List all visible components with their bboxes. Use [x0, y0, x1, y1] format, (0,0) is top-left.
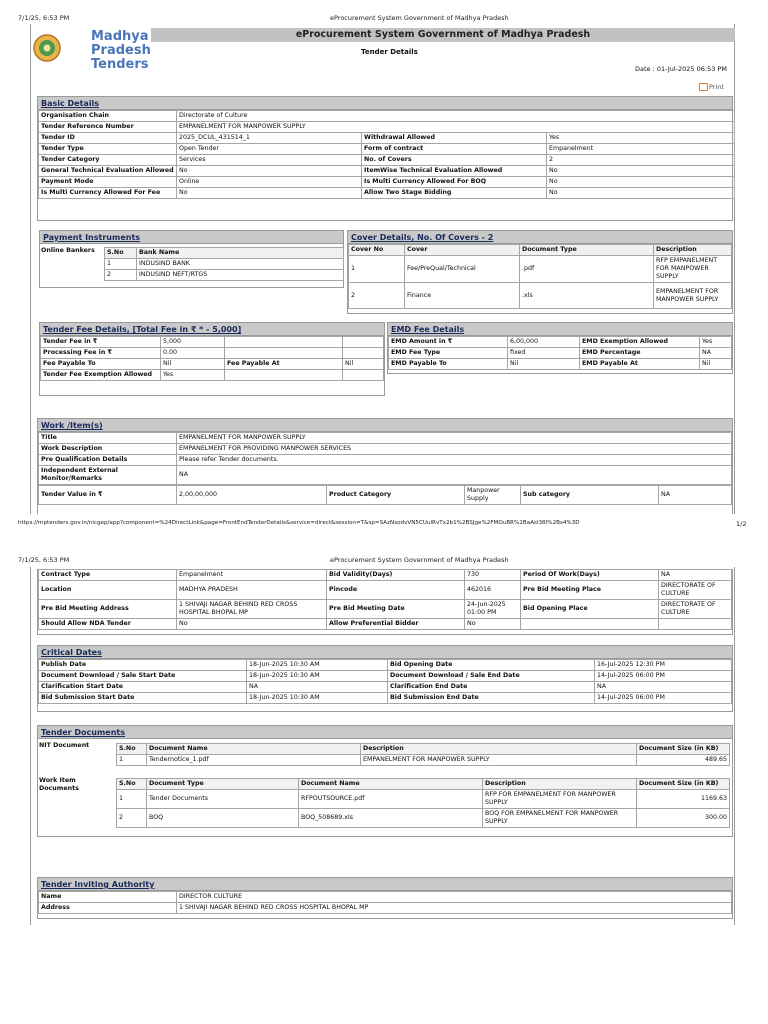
table-row	[39, 155, 735, 166]
field-label: Form of contract	[362, 144, 547, 155]
field-label: Document Download / Sale End Date	[388, 671, 595, 682]
field-value: 24-Jun-2025 01:00 PM	[465, 600, 521, 619]
field-label: Address	[39, 903, 177, 914]
field-value: Tendernotice_1.pdf	[147, 755, 361, 766]
field-value: 2	[117, 809, 147, 828]
field-value: .xls	[520, 283, 654, 309]
basic-details-section	[37, 96, 733, 221]
field-label: EMD Exemption Allowed	[580, 337, 700, 348]
field-value: No	[177, 188, 362, 199]
field-label: EMD Amount in ₹	[389, 337, 508, 348]
field-value: Directorate of Culture	[177, 111, 735, 122]
online-bankers-label: Online Bankers	[41, 247, 95, 254]
field-label: Bid Validity(Days)	[327, 570, 465, 581]
work-items-heading: Work /Item(s)	[38, 419, 732, 432]
table-row	[39, 111, 735, 122]
table-row	[117, 790, 730, 809]
field-label: Fee Payable At	[225, 359, 343, 370]
emd-fee-heading: EMD Fee Details	[388, 323, 732, 336]
field-label	[225, 370, 343, 381]
field-label: Tender Type	[39, 144, 177, 155]
nit-document-label: NIT Document	[39, 742, 90, 749]
tender-authority-heading: Tender Inviting Authority	[38, 878, 732, 891]
field-label: Bid Submission Start Date	[39, 693, 247, 704]
field-value: 18-Jun-2025 10:30 AM	[247, 693, 388, 704]
field-value: Please refer Tender documents.	[177, 455, 732, 466]
table-row	[389, 348, 732, 359]
field-value: Tender Documents	[147, 790, 299, 809]
column-header: Description	[654, 245, 732, 256]
field-value	[659, 619, 732, 630]
field-label: Tender ID	[39, 133, 177, 144]
field-value: 14-Jul-2025 06:00 PM	[595, 693, 732, 704]
column-header: Document Name	[299, 779, 483, 790]
basic-details-heading: Basic Details	[38, 97, 732, 110]
field-label: Bid Opening Date	[388, 660, 595, 671]
field-value: Nil	[161, 359, 225, 370]
critical-dates-section	[37, 645, 733, 712]
field-label: Bid Submission End Date	[388, 693, 595, 704]
field-value: 1	[105, 259, 137, 270]
field-label	[521, 619, 659, 630]
field-value: Online	[177, 177, 362, 188]
table-row	[39, 433, 732, 444]
column-header: Cover	[405, 245, 520, 256]
table-row	[39, 188, 735, 199]
logo-line-3: Tenders	[91, 57, 149, 72]
field-value: 2025_DCUL_431514_1	[177, 133, 362, 144]
field-value: 300.00	[637, 809, 730, 828]
field-label: EMD Fee Type	[389, 348, 508, 359]
emd-fee-section	[387, 322, 733, 374]
field-value: EMPANELMENT FOR MANPOWER SUPPLY	[361, 755, 637, 766]
field-value: DIRECTOR CULTURE	[177, 892, 732, 903]
field-value: NA	[177, 466, 732, 485]
field-value: 2	[349, 283, 405, 309]
print-page-title: eProcurement System Government of Madhya Pradesh	[330, 14, 509, 22]
field-label	[225, 337, 343, 348]
field-label	[225, 348, 343, 359]
table-row	[39, 693, 732, 704]
field-label: Pre Bid Meeting Place	[521, 581, 659, 600]
print-link[interactable]: Print	[699, 83, 724, 91]
work-items-continued	[37, 569, 733, 635]
field-value: 18-Jun-2025 10:30 AM	[247, 660, 388, 671]
field-value: Nil	[343, 359, 384, 370]
site-title: eProcurement System Government of Madhya Pradesh	[151, 28, 735, 42]
tender-fee-heading: Tender Fee Details, [Total Fee in ₹ * - 5,000]	[40, 323, 384, 336]
field-value: 18-Jun-2025 10:30 AM	[247, 671, 388, 682]
field-value: fixed	[508, 348, 580, 359]
field-value: NA	[247, 682, 388, 693]
table-row	[39, 455, 732, 466]
mp-emblem-icon	[33, 28, 61, 68]
field-value: RFP EMPANELMENT FOR MANPOWER SUPPLY	[654, 256, 732, 283]
field-label: Tender Value in ₹	[39, 486, 177, 505]
field-value: No	[465, 619, 521, 630]
table-row	[39, 660, 732, 671]
table-row	[39, 903, 732, 914]
field-label: EMD Percentage	[580, 348, 700, 359]
page-subtitle: Tender Details	[361, 48, 418, 56]
table-row	[39, 600, 732, 619]
field-value: 1	[349, 256, 405, 283]
table-header-row	[349, 245, 732, 256]
column-header: Document Type	[147, 779, 299, 790]
field-value: 2,00,00,000	[177, 486, 327, 505]
field-label: Allow Preferential Bidder	[327, 619, 465, 630]
table-row	[39, 581, 732, 600]
field-value: Empanelment	[547, 144, 735, 155]
tender-documents-section	[37, 725, 733, 837]
cover-details-heading: Cover Details, No. Of Covers - 2	[348, 231, 732, 244]
field-value: 1169.63	[637, 790, 730, 809]
field-label: ItemWise Technical Evaluation Allowed	[362, 166, 547, 177]
field-label: Fee Payable To	[41, 359, 161, 370]
field-value: 6,00,000	[508, 337, 580, 348]
table-row	[39, 466, 732, 485]
tender-authority-section	[37, 877, 733, 919]
column-header: Cover No	[349, 245, 405, 256]
field-value: EMPANELMENT FOR MANPOWER SUPPLY	[654, 283, 732, 309]
field-label: Pincode	[327, 581, 465, 600]
table-row	[39, 682, 732, 693]
column-header: Document Type	[520, 245, 654, 256]
table-row	[41, 370, 384, 381]
field-label: Organisation Chain	[39, 111, 177, 122]
field-value: Services	[177, 155, 362, 166]
field-label: Pre Bid Meeting Date	[327, 600, 465, 619]
field-value: DIRECTORATE OF CULTURE	[659, 581, 732, 600]
table-row	[41, 359, 384, 370]
table-header-row	[105, 248, 344, 259]
field-label: Location	[39, 581, 177, 600]
table-row	[39, 144, 735, 155]
cover-details-section	[347, 230, 733, 314]
table-row	[39, 122, 735, 133]
field-label: Tender Reference Number	[39, 122, 177, 133]
field-value: Yes	[547, 133, 735, 144]
printer-icon	[699, 83, 708, 91]
field-value: 1 SHIVAJI NAGAR BEHIND RED CROSS HOSPITAL BHOPAL MP	[177, 903, 732, 914]
field-label: Tender Fee in ₹	[41, 337, 161, 348]
field-value: 730	[465, 570, 521, 581]
field-value: No	[177, 166, 362, 177]
field-value: NA	[659, 570, 732, 581]
field-value: 1	[117, 755, 147, 766]
field-label: Allow Two Stage Bidding	[362, 188, 547, 199]
column-header: S.No	[117, 779, 147, 790]
field-label: Clarification End Date	[388, 682, 595, 693]
field-value: EMPANELMENT FOR MANPOWER SUPPLY	[177, 122, 735, 133]
column-header: Document Name	[147, 744, 361, 755]
field-label: No. of Covers	[362, 155, 547, 166]
field-label: Independent External Monitor/Remarks	[39, 466, 177, 485]
field-value: NA	[700, 348, 732, 359]
field-value: BOQ	[147, 809, 299, 828]
page-2	[30, 567, 735, 925]
field-value: .pdf	[520, 256, 654, 283]
field-label: Name	[39, 892, 177, 903]
field-label: Product Category	[327, 486, 465, 505]
field-label: Title	[39, 433, 177, 444]
field-value: 5,000	[161, 337, 225, 348]
field-value: 462016	[465, 581, 521, 600]
table-row	[105, 259, 344, 270]
print-timestamp: 7/1/25, 6:53 PM	[18, 14, 70, 22]
field-label: Bid Opening Place	[521, 600, 659, 619]
tender-fee-section	[39, 322, 385, 396]
field-label: Document Download / Sale Start Date	[39, 671, 247, 682]
field-value: 2	[547, 155, 735, 166]
table-row	[41, 337, 384, 348]
field-value: EMPANELMENT FOR MANPOWER SUPPLY	[177, 433, 732, 444]
field-value: Nil	[700, 359, 732, 370]
field-label: Withdrawal Allowed	[362, 133, 547, 144]
field-value: RFP FOR EMPANELMENT FOR MANPOWER SUPPLY	[483, 790, 637, 809]
field-value: BOQ_508689.xls	[299, 809, 483, 828]
table-row	[349, 283, 732, 309]
field-value: INDUSIND BANK	[137, 259, 344, 270]
table-row	[39, 177, 735, 188]
field-value: 2	[105, 270, 137, 281]
table-row	[39, 619, 732, 630]
print-page-title-2: eProcurement System Government of Madhya Pradesh	[330, 556, 509, 564]
column-header: Description	[483, 779, 637, 790]
page-1	[30, 24, 735, 514]
field-label: Tender Fee Exemption Allowed	[41, 370, 161, 381]
field-value: Open Tender	[177, 144, 362, 155]
field-label: EMD Payable To	[389, 359, 508, 370]
column-header: Description	[361, 744, 637, 755]
field-value: No	[547, 166, 735, 177]
field-value	[343, 370, 384, 381]
field-value: 14-Jul-2025 06:00 PM	[595, 671, 732, 682]
table-row	[117, 809, 730, 828]
field-label: Period Of Work(Days)	[521, 570, 659, 581]
logo-line-1: Madhya	[91, 29, 149, 44]
field-value: Yes	[161, 370, 225, 381]
table-row	[105, 270, 344, 281]
field-label: Work Description	[39, 444, 177, 455]
field-label: Pre Qualification Details	[39, 455, 177, 466]
field-value: EMPANELMENT FOR PROVIDING MANPOWER SERVICES	[177, 444, 732, 455]
table-row	[39, 133, 735, 144]
field-label: EMD Payable At	[580, 359, 700, 370]
table-row	[39, 444, 732, 455]
column-header: Document Size (in KB)	[637, 779, 730, 790]
table-row	[389, 337, 732, 348]
column-header: Document Size (in KB)	[637, 744, 730, 755]
field-value: 489.65	[637, 755, 730, 766]
table-row	[39, 570, 732, 581]
field-label: Pre Bid Meeting Address	[39, 600, 177, 619]
field-label: Clarification Start Date	[39, 682, 247, 693]
field-value: Fee/PreQual/Technical	[405, 256, 520, 283]
field-value: No	[177, 619, 327, 630]
field-value: NA	[659, 486, 732, 505]
page-number: 1/2	[736, 520, 747, 528]
work-items-section	[37, 418, 733, 514]
logo-line-2: Pradesh	[91, 43, 151, 58]
field-value: Finance	[405, 283, 520, 309]
report-date: Date : 01-Jul-2025 06:53 PM	[635, 65, 727, 73]
table-row	[39, 671, 732, 682]
field-value: Manpower Supply	[465, 486, 521, 505]
field-value: Yes	[700, 337, 732, 348]
field-value: Nil	[508, 359, 580, 370]
table-row	[389, 359, 732, 370]
field-value: MADHYA PRADESH	[177, 581, 327, 600]
payment-instruments-section	[39, 230, 344, 288]
field-value: DIRECTORATE OF CULTURE	[659, 600, 732, 619]
field-value: 16-Jul-2025 12:30 PM	[595, 660, 732, 671]
field-label: Sub category	[521, 486, 659, 505]
field-label: Payment Mode	[39, 177, 177, 188]
table-row	[39, 892, 732, 903]
payment-instruments-heading: Payment Instruments	[40, 231, 343, 244]
print-timestamp-2: 7/1/25, 6:53 PM	[18, 556, 70, 564]
field-value: BOQ FOR EMPANELMENT FOR MANPOWER SUPPLY	[483, 809, 637, 828]
critical-dates-heading: Critical Dates	[38, 646, 732, 659]
field-value: Empanelment	[177, 570, 327, 581]
work-item-documents-label: Work Item Documents	[39, 777, 79, 792]
column-header: Bank Name	[137, 248, 344, 259]
table-row	[117, 755, 730, 766]
field-value: 1 SHIVAJI NAGAR BEHIND RED CROSS HOSPITAL BHOPAL MP	[177, 600, 327, 619]
site-logo[interactable]	[91, 30, 151, 72]
page-url: https://mptenders.gov.in/nicgep/app?component=%24DirectLink&page=FrontEndTenderDetails&service=direct&session=T&sp=SAzNsodvVN5CUulRvTx2b1%2BSJge%2FMOuBR%2BaAsl38I%2Bs4%3D	[18, 520, 580, 526]
field-value: No	[547, 177, 735, 188]
field-label: General Technical Evaluation Allowed	[39, 166, 177, 177]
field-value	[343, 337, 384, 348]
field-label: Publish Date	[39, 660, 247, 671]
table-row	[41, 348, 384, 359]
field-label: Processing Fee in ₹	[41, 348, 161, 359]
column-header: S.No	[117, 744, 147, 755]
field-label: Tender Category	[39, 155, 177, 166]
field-value: 1	[117, 790, 147, 809]
field-value: NA	[595, 682, 732, 693]
field-label: Is Multi Currency Allowed For Fee	[39, 188, 177, 199]
field-label: Contract Type	[39, 570, 177, 581]
table-header-row	[117, 779, 730, 790]
field-value	[343, 348, 384, 359]
tender-documents-heading: Tender Documents	[38, 726, 732, 739]
column-header: S.No	[105, 248, 137, 259]
field-value: 0.00	[161, 348, 225, 359]
table-row	[39, 486, 732, 505]
table-row	[349, 256, 732, 283]
field-value: No	[547, 188, 735, 199]
field-value: RFPOUTSOURCE.pdf	[299, 790, 483, 809]
field-value: INDUSIND NEFT/RTGS	[137, 270, 344, 281]
field-label: Should Allow NDA Tender	[39, 619, 177, 630]
field-label: Is Multi Currency Allowed For BOQ	[362, 177, 547, 188]
table-row	[39, 166, 735, 177]
table-header-row	[117, 744, 730, 755]
